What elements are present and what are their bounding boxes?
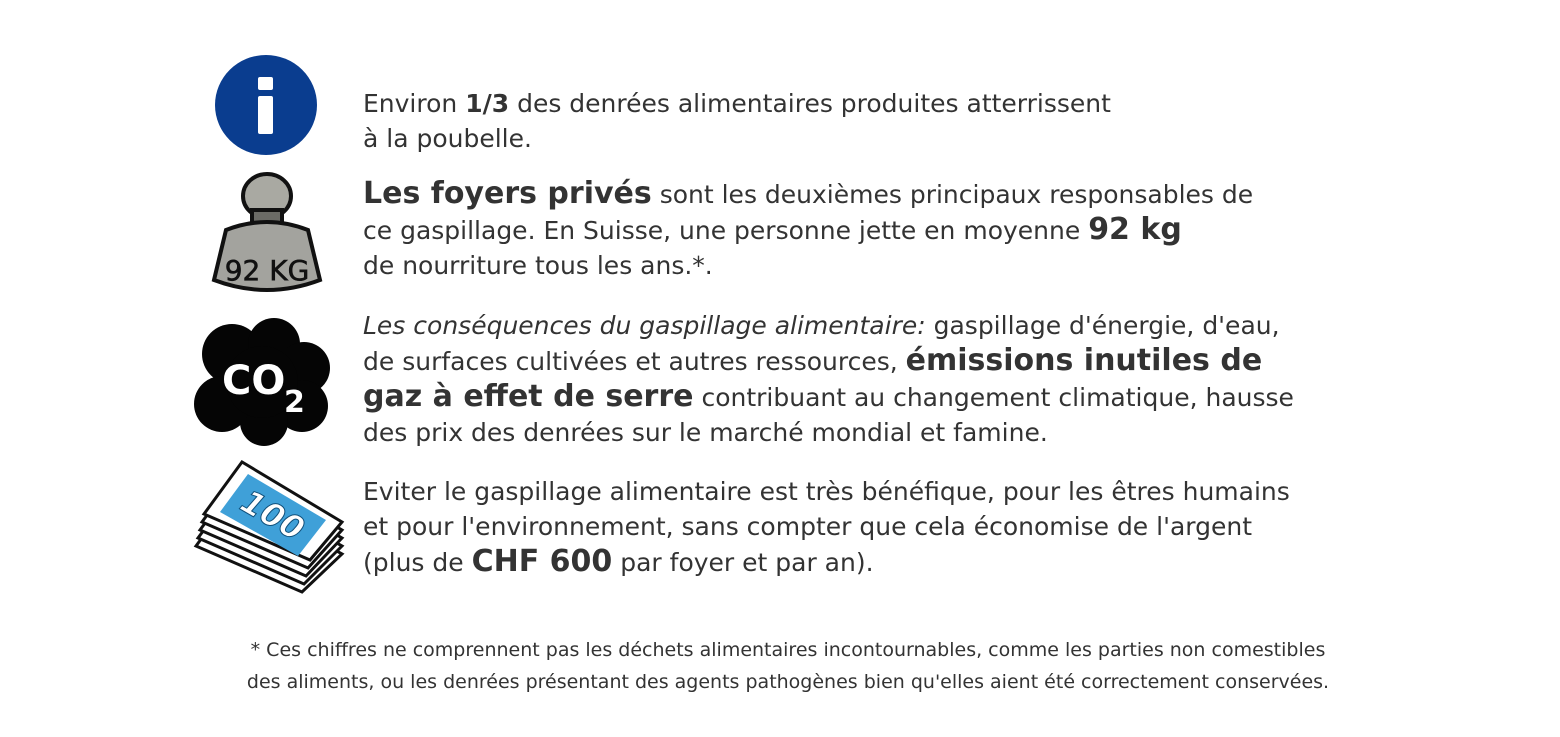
greenhouse-highlight: gaz à effet de serre — [363, 379, 694, 414]
info-line-2: à la poubelle. — [363, 124, 532, 153]
chf-highlight: CHF 600 — [471, 544, 613, 579]
weight-label: 92 KG — [224, 254, 310, 287]
households-text — [363, 176, 1253, 283]
info-icon — [214, 54, 318, 156]
private-households-highlight: Les foyers privés — [363, 176, 652, 211]
footnote — [188, 634, 1388, 698]
co2-cloud-icon — [192, 318, 332, 446]
households-line-1: Les foyers privés sont les deuxièmes principaux responsables de — [363, 176, 1254, 211]
consequences-line-1: Les conséquences du gaspillage alimentaire: gaspillage d'énergie, d'eau, — [363, 311, 1280, 340]
emissions-highlight: émissions inutiles de — [905, 343, 1263, 378]
banknote-label: 100 — [234, 481, 311, 549]
savings-text — [363, 474, 1290, 580]
consequences-line-2: de surfaces cultivées et autres ressources, émissions inutiles de — [363, 343, 1263, 378]
co2-subscript: 2 — [284, 385, 305, 420]
banknotes-icon — [192, 454, 348, 594]
footnote-line-2: des aliments, ou les denrées présentant des agents pathogènes bien qu'elles aient été correctement conservées. — [246, 671, 1330, 693]
kg-highlight: 92 kg — [1088, 212, 1182, 247]
consequences-line-3: gaz à effet de serre contribuant au changement climatique, hausse — [363, 379, 1294, 414]
info-text — [363, 86, 1111, 156]
consequences-text — [363, 308, 1294, 450]
info-line-1: Environ 1/3 des denrées alimentaires produites atterrissent — [363, 89, 1111, 118]
consequences-line-4: des prix des denrées sur le marché mondial et famine. — [363, 418, 1048, 447]
households-line-3: de nourriture tous les ans.*. — [363, 251, 713, 280]
co2-label: CO — [222, 358, 286, 404]
consequences-heading: Les conséquences du gaspillage alimentaire: — [363, 311, 926, 340]
footnote-line-1: * Ces chiffres ne comprennent pas les déchets alimentaires incontournables, comme les parties non comestibles — [250, 639, 1326, 661]
savings-line-2: et pour l'environnement, sans compter que cela économise de l'argent — [363, 512, 1253, 541]
households-line-2: ce gaspillage. En Suisse, une personne jette en moyenne 92 kg — [363, 212, 1182, 247]
weight-icon — [208, 170, 326, 298]
fraction-highlight: 1/3 — [465, 89, 510, 118]
savings-line-3: (plus de CHF 600 par foyer et par an). — [363, 544, 874, 579]
savings-line-1: Eviter le gaspillage alimentaire est très bénéfique, pour les êtres humains — [363, 477, 1290, 506]
